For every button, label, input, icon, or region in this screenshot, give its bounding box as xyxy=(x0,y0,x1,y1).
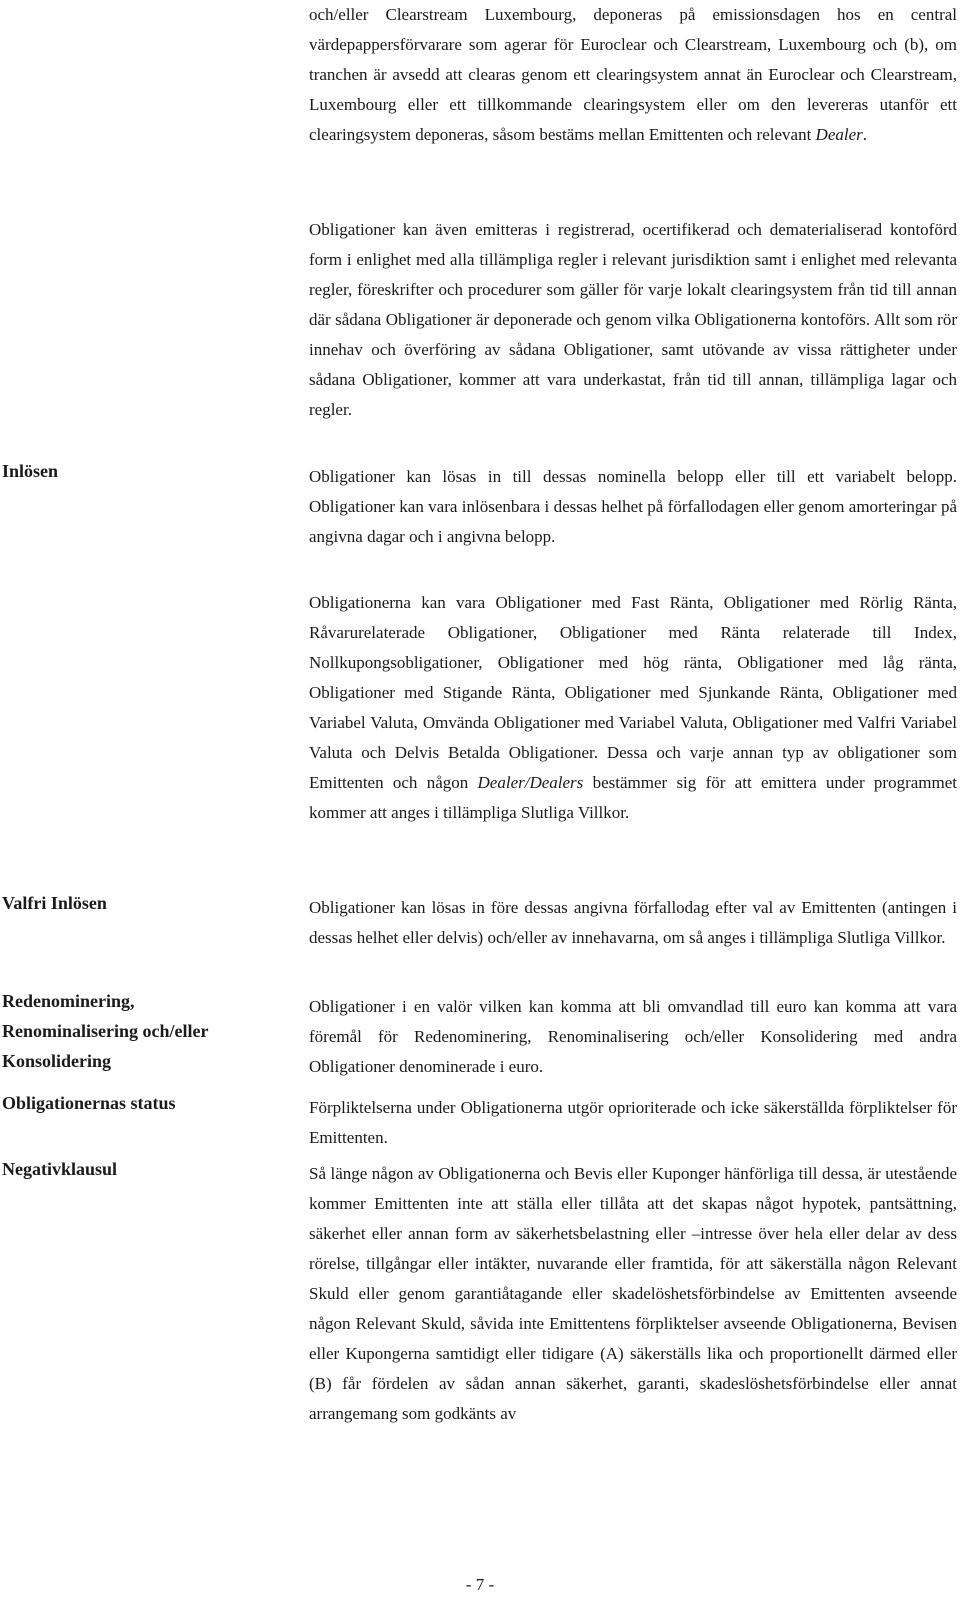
label-redenominering-line3: Konsolidering xyxy=(2,1051,112,1071)
paragraph-types-dealers: Dealer/Dealers xyxy=(477,773,584,792)
label-status: Obligationernas status xyxy=(2,1093,176,1113)
label-redenominering xyxy=(2,986,282,1076)
label-redenominering-line2: Renominalisering och/eller xyxy=(2,1021,209,1041)
paragraph-types-text: Obligationerna kan vara Obligationer med Fast Ränta, Obligationer med Rörlig Ränta, Råvarurelaterade Obligationer, Obligationer med Ränta relaterade till Index, Nollkupongsobligationer, Obligationer med hög ränta, Obligationer med låg ränta, Obligationer med Stigande Ränta, Obligationer med Sjunkande Ränta, Obligationer med Variabel Valuta, Omvända Obligationer med Variabel Valuta, Obligationer med Valfri Variabel Valuta och Delvis Betalda Obligationer. Dessa och varje annan typ av obligationer som Emittenten och någon xyxy=(309,593,957,792)
label-redenominering-line1: Redenominering, xyxy=(2,991,135,1011)
paragraph-registered-form: Obligationer kan även emitteras i registrerad, ocertifikerad och dematerialiserad kontoförd form i enlighet med alla tillämpliga regler i relevant jurisdiktion samt i enlighet med relevanta regler, föreskrifter och procedurer som gäller för varje lokalt clearingsystem från tid till annan där sådana Obligationer är deponerade och genom vilka Obligationerna kontoförs. Allt som rör innehav och överföring av sådana Obligationer, samt utövande av vissa rättigheter under sådana Obligationer, kommer att vara underkastat, från tid till annan, tillämpliga lagar och regler. xyxy=(309,220,957,419)
label-valfri-inlosen: Valfri Inlösen xyxy=(2,893,107,913)
paragraph-clearing-continued xyxy=(309,0,957,150)
paragraph-negative-pledge: Så länge någon av Obligationerna och Bevis eller Kuponger hänförliga till dessa, är utestående kommer Emittenten inte att ställa eller tillåta att det skapas något hypotek, pantsättning, säkerhet eller annan form av säkerhetsbelastning eller –intresse över hela eller delar av dess rörelse, tillgångar eller intäkter, nuvarande eller framtida, för att säkerställa någon Relevant Skuld eller genom garantiåtagande eller skadelöshetsförbindelse av Emittenten avseende någon Relevant Skuld, såvida inte Emittentens förpliktelser avseende Obligationerna, Bevisen eller Kupongerna samtidigt eller tidigare (A) säkerställs lika och proportionellt därmed eller (B) får fördelen av sådan annan säkerhet, garanti, skadeslöshetsförbindelse eller annat arrangemang som godkänts av xyxy=(309,1164,957,1423)
paragraph-optional-redemption: Obligationer kan lösas in före dessas angivna förfallodag efter val av Emittenten (antingen i dessas helhet eller delvis) och/eller av innehavarna, om så anges i tillämpliga Slutliga Villkor. xyxy=(309,898,957,947)
paragraph-redenomination: Obligationer i en valör vilken kan komma att bli omvandlad till euro kan komma att vara föremål för Redenominering, Renominalisering och/eller Konsolidering med andra Obligationer denominerade i euro. xyxy=(309,997,957,1076)
paragraph-redemption: Obligationer kan lösas in till dessas nominella belopp eller till ett variabelt belopp. Obligationer kan vara inlösenbara i dessas helhet på förfallodagen eller genom amorteringar på angivna dagar och i angivna belopp. xyxy=(309,467,957,546)
label-inlosen: Inlösen xyxy=(2,461,59,481)
paragraph-types-text-end: bestämmer sig för att emittera under programmet kommer att anges i tillämpliga Slutliga Villkor. xyxy=(309,773,957,822)
paragraph-clearing-text: och/eller Clearstream Luxembourg, deponeras på emissionsdagen hos en central värdepappersförvarare som agerar för Euroclear och Clearstream, Luxembourg och (b), om tranchen är avsedd att clearas genom ett clearingsystem annat än Euroclear och Clearstream, Luxembourg eller ett tillkommande clearingsystem eller om den levereras utanför ett clearingsystem deponeras, såsom bestäms mellan Emittenten och relevant xyxy=(309,5,957,144)
paragraph-clearing-dealer: Dealer xyxy=(815,125,863,144)
label-negativklausul: Negativklausul xyxy=(2,1159,118,1179)
paragraph-status: Förpliktelserna under Obligationerna utgör oprioriterade och icke säkerställda förpliktelser för Emittenten. xyxy=(309,1098,957,1147)
page-number: - 7 - xyxy=(465,1575,495,1594)
paragraph-clearing-period: . xyxy=(862,125,868,144)
paragraph-bond-types xyxy=(309,588,957,828)
